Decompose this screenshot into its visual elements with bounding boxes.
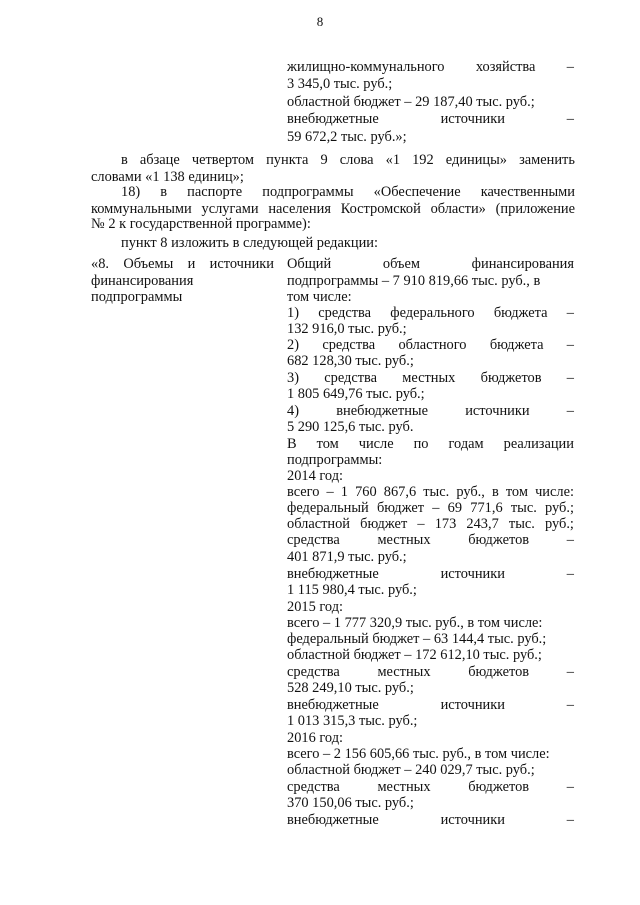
word: источники [209,256,274,272]
paragraph-1-line-1 [121,152,575,168]
right-line-15 [287,484,574,500]
right-line-9: 1 805 649,76 тыс. руб.; [287,386,425,402]
word: местных [377,779,431,795]
word: и [187,256,196,272]
word: единицы» [445,152,507,168]
word: паспорте [187,184,243,200]
word: внебюджетные [287,111,379,127]
word: – [432,500,440,516]
word: – [566,403,574,419]
right-line-20 [287,566,574,582]
word: области» [430,201,486,217]
word: местных [402,370,456,386]
word: бюджетов [468,779,530,795]
word: источники [440,697,505,713]
word: – [566,370,574,386]
word: финансирования [471,256,574,272]
word: по [413,436,429,452]
right-line-18 [287,532,574,548]
word: бюджета [493,305,548,321]
right-line-21: 1 115 980,4 тыс. руб.; [287,582,417,598]
word: средства [287,779,340,795]
word: местных [377,532,431,548]
word: бюджета [489,337,544,353]
top-list-line-2: 3 345,0 тыс. руб.; [287,76,393,92]
word: 2) [287,337,299,353]
right-line-11: 5 290 125,6 тыс. руб. [287,419,414,435]
word: «8. [91,256,109,272]
page-number: 8 [316,14,324,29]
word: тыс. [423,484,450,500]
word: реализации [503,436,574,452]
word: – [417,516,425,532]
right-line-17 [287,516,574,532]
word: 1 [340,484,348,500]
word: пункта [266,152,309,168]
right-line-33 [287,779,574,795]
word: подпрограммы [262,184,354,200]
right-line-23: всего – 1 777 320,9 тыс. руб., в том числе: [287,615,543,631]
word: внебюджетные [336,403,428,419]
word: абзаце [139,152,180,168]
right-line-5: 132 916,0 тыс. руб.; [287,321,407,337]
word: 192 [412,152,434,168]
right-line-31: всего – 2 156 605,66 тыс. руб., в том числе: [287,746,550,762]
right-line-24: федеральный бюджет – 63 144,4 тыс. руб.; [287,631,547,647]
right-line-14: 2014 год: [287,468,344,484]
right-line-27: 528 249,10 тыс. руб.; [287,680,414,696]
word: слова [339,152,374,168]
word: руб.; [545,500,574,516]
word: источники [440,566,505,582]
right-line-30: 2016 год: [287,730,344,746]
word: руб., [456,484,485,500]
word: Общий [287,256,332,272]
right-line-16 [287,500,574,516]
word: качественными [480,184,575,200]
word: – [566,697,574,713]
word: бюджетов [468,532,530,548]
word: федерального [390,305,475,321]
left-column-line-3: подпрограммы [91,289,183,305]
right-line-1 [287,256,574,272]
paragraph-3: пункт 8 изложить в следующей редакции: [121,235,378,251]
word: руб.; [545,516,574,532]
word: средства [318,305,372,321]
right-line-8 [287,370,574,386]
paragraph-2-line-2 [91,201,575,217]
word: – [566,664,574,680]
left-column-line-1 [91,256,274,272]
top-list-line-4 [287,111,574,127]
word: в [491,484,499,500]
word: – [566,59,574,75]
word: источники [465,403,530,419]
right-line-3: том числе: [287,289,352,305]
word: – [566,779,574,795]
word: 18) [121,184,141,200]
right-line-22: 2015 год: [287,599,344,615]
right-line-4 [287,305,574,321]
word: в [121,152,128,168]
word: числе [358,436,394,452]
word: средства [324,370,378,386]
word: 69 [447,500,463,516]
paragraph-2-line-3: № 2 к государственной программе): [91,216,311,232]
word: местных [377,664,431,680]
word: тыс. [508,516,535,532]
word: 3) [287,370,299,386]
word: 771,6 [470,500,503,516]
right-line-26 [287,664,574,680]
right-line-13: подпрограммы: [287,452,383,468]
word: 760 [355,484,377,500]
word: «Обеспечение [373,184,461,200]
word: населения [268,201,331,217]
word: жилищно-коммунального [287,59,445,75]
right-line-6 [287,337,574,353]
word: 1) [287,305,299,321]
word: том [316,436,339,452]
word: средства [287,532,340,548]
word: бюджет [376,500,425,516]
word: бюджетов [468,664,530,680]
word: (приложение [495,201,575,217]
word: источники [440,812,505,828]
right-line-10 [287,403,574,419]
word: бюджет [360,516,408,532]
word: 9 [320,152,328,168]
word: хозяйства [475,59,536,75]
right-line-34: 370 150,06 тыс. руб.; [287,795,414,811]
word: – [566,111,574,127]
word: 867,6 [383,484,417,500]
word: четвертом [191,152,255,168]
word: коммунальными [91,201,192,217]
top-list-line-1 [287,59,574,75]
word: внебюджетные [287,812,379,828]
word: федеральный [287,500,369,516]
word: 173 [434,516,457,532]
word: – [566,812,574,828]
word: числе: [535,484,574,500]
word: – [566,305,574,321]
word: бюджетов [480,370,542,386]
word: Костромской [340,201,421,217]
word: 4) [287,403,299,419]
left-column-line-2: финансирования [91,273,194,289]
word: всего [287,484,320,500]
right-line-35 [287,812,574,828]
top-list-line-3: областной бюджет – 29 187,40 тыс. руб.; [287,94,535,110]
word: средства [322,337,376,353]
paragraph-1-line-2: словами «1 138 единиц»; [91,169,244,185]
word: годам [448,436,484,452]
word: В [287,436,297,452]
word: тыс. [510,500,537,516]
word: – [566,337,574,353]
word: – [566,532,574,548]
word: внебюджетные [287,697,379,713]
word: Объемы [123,256,174,272]
right-line-12 [287,436,574,452]
word: том [505,484,528,500]
top-list-line-5: 59 672,2 тыс. руб.»; [287,129,407,145]
word: внебюджетные [287,566,379,582]
right-line-28 [287,697,574,713]
word: 243,7 [466,516,499,532]
word: источники [440,111,505,127]
right-line-25: областной бюджет – 172 612,10 тыс. руб.; [287,647,542,663]
word: областной [287,516,351,532]
word: – [326,484,334,500]
paragraph-2-line-1 [121,184,575,200]
word: услугами [201,201,259,217]
word: – [566,566,574,582]
word: областного [398,337,467,353]
right-line-32: областной бюджет – 240 029,7 тыс. руб.; [287,762,535,778]
word: средства [287,664,340,680]
right-line-19: 401 871,9 тыс. руб.; [287,549,407,565]
word: заменить [519,152,575,168]
right-line-7: 682 128,30 тыс. руб.; [287,353,414,369]
word: «1 [385,152,401,168]
right-line-29: 1 013 315,3 тыс. руб.; [287,713,418,729]
right-line-2: подпрограммы – 7 910 819,66 тыс. руб., в [287,273,541,289]
word: в [160,184,168,200]
word: объем [382,256,420,272]
